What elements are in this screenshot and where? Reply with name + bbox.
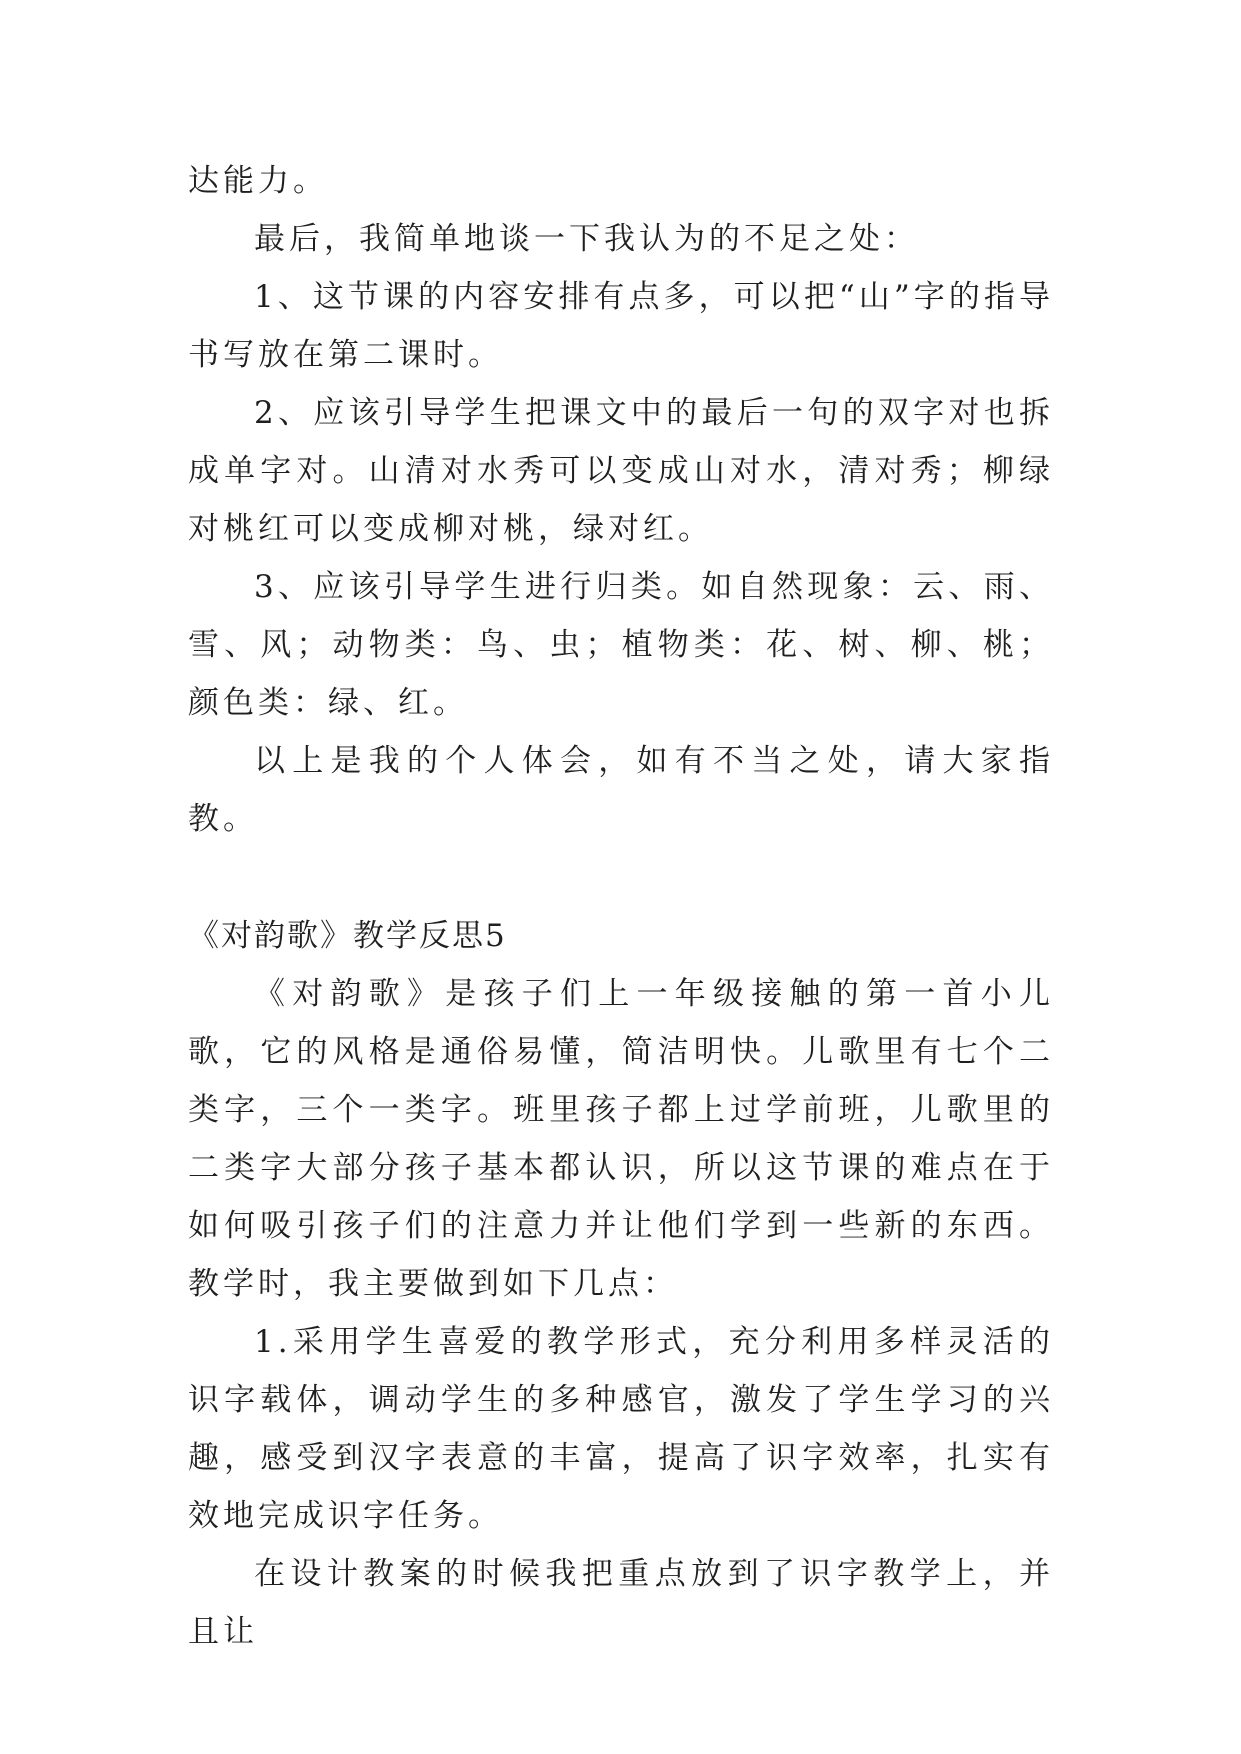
paragraph-closing: 以上是我的个人体会，如有不当之处，请大家指教。: [188, 743, 1054, 837]
paragraph-shortcoming-1: 1、这节课的内容安排有点多，可以把“山”字的指导书写放在第二课时。: [188, 279, 1054, 373]
paragraph-shortcoming-2: 2、应该引导学生把课文中的最后一句的双字对也拆成单字对。山清对水秀可以变成山对水，清对秀；柳绿对桃红可以变成柳对桃，绿对红。: [188, 395, 1054, 547]
paragraph-point-1: 1.采用学生喜爱的教学形式，充分利用多样灵活的识字载体，调动学生的多种感官，激发了学生学习的兴趣，感受到汉字表意的丰富，提高了识字效率，扎实有效地完成识字任务。: [188, 1324, 1054, 1534]
paragraph-shortcomings-intro: 最后，我简单地谈一下我认为的不足之处：: [254, 221, 919, 257]
paragraph-intro: 《对韵歌》是孩子们上一年级接触的第一首小儿歌，它的风格是通俗易懂，简洁明快。儿歌里有七个二类字，三个一类字。班里孩子都上过学前班，儿歌里的二类字大部分孩子基本都认识，所以这节课的难点在于如何吸引孩子们的注意力并让他们学到一些新的东西。教学时，我主要做到如下几点：: [188, 976, 1054, 1302]
paragraph-shortcoming-3: 3、应该引导学生进行归类。如自然现象：云、雨、雪、风；动物类：鸟、虫；植物类：花、树、柳、桃；颜色类：绿、红。: [188, 569, 1054, 721]
section-title: 《对韵歌》教学反思5: [188, 918, 507, 954]
document-body: [188, 152, 1054, 1661]
paragraph-continuation: 达能力。: [188, 163, 328, 199]
paragraph-lesson-design: 在设计教案的时候我把重点放到了识字教学上，并且让: [188, 1556, 1054, 1650]
